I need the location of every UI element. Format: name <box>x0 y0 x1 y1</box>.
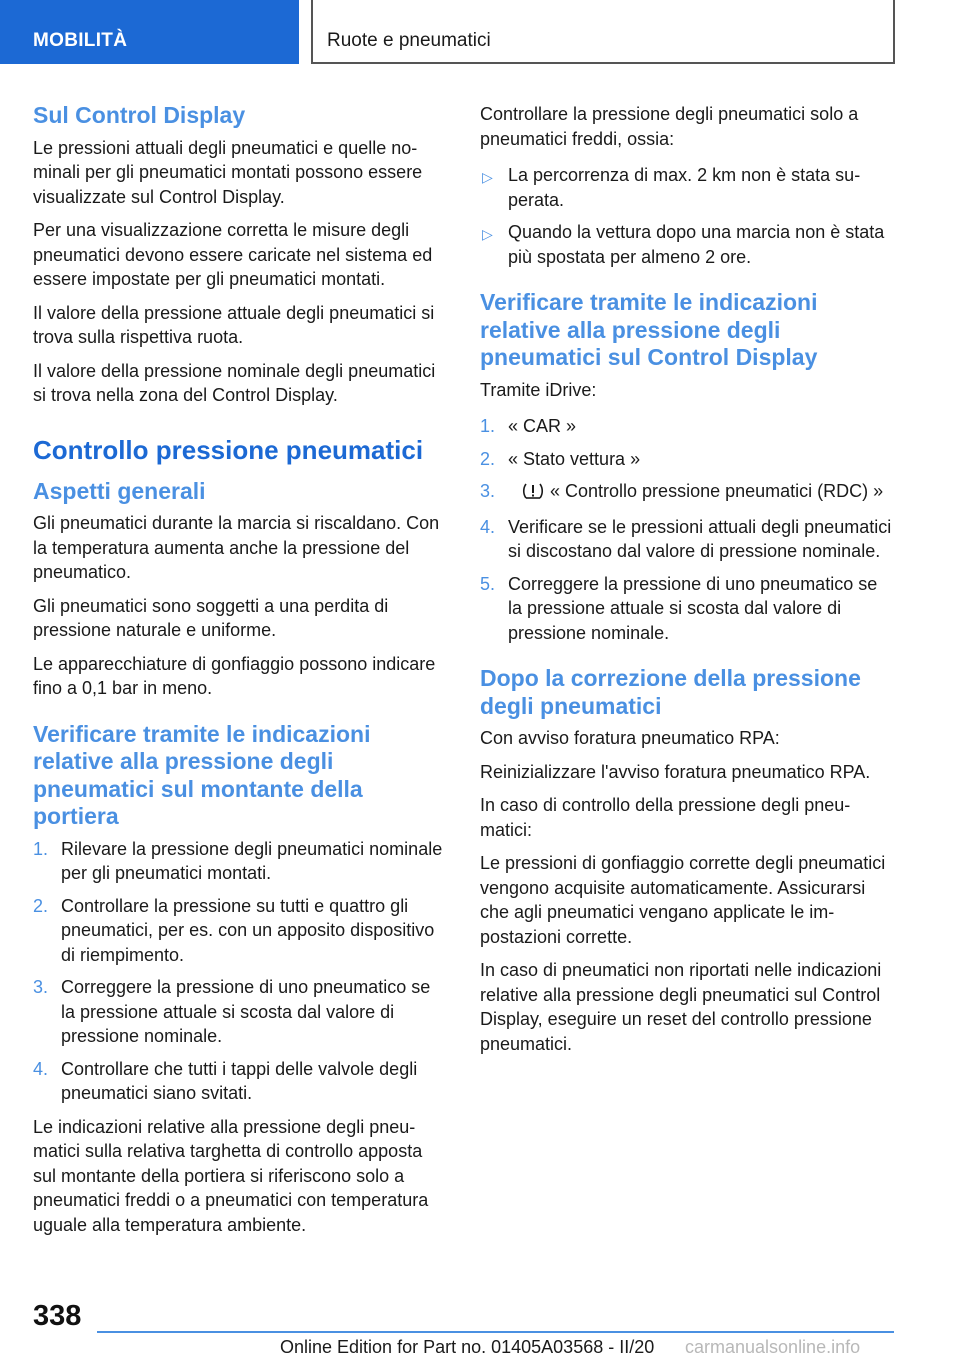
step-text: « Stato vettura » <box>508 448 641 469</box>
list-item <box>480 479 896 507</box>
paragraph: Il valore della pressione attuale degli pneumatici si trova sulla rispettiva ruota. <box>33 302 435 347</box>
step-text: Correggere la pressione di uno pneumatico se la pressione attuale si scosta dal valore di pressione nominale. <box>508 573 878 643</box>
paragraph: Il valore della pressione nominale degli pneumatici si trova nella zona del Control Display. <box>33 360 436 405</box>
numbered-steps <box>33 837 445 1106</box>
step-text: Controllare la pressione su tutti e quattro gli pneumatici, per es. con un apposito dispositivo di riempimento. <box>61 895 435 965</box>
list-item <box>480 572 896 646</box>
step-text: Verificare se le pressioni attuali degli pneumatici si discostano dal valore di pressione nominale. <box>508 516 892 561</box>
paragraph: Tramite iDrive: <box>480 379 597 400</box>
paragraph: Per una visualizzazione corretta le misure degli pneumatici devono essere caricate nel sistema ed essere impostate per gli pneumatici montati. <box>33 220 433 289</box>
list-item <box>33 894 445 968</box>
heading-control-display: Sul Control Display <box>33 102 246 128</box>
list-item <box>480 414 896 439</box>
bullet-list <box>480 163 896 269</box>
step-text: « Controllo pressione pneumatici (RDC) » <box>550 481 884 501</box>
step-text: Correggere la pressione di uno pneumatico se la pressione attuale si scosta dal valore di pressione nominale. <box>61 977 431 1046</box>
step-text: Rilevare la pressione degli pneumatici nominale per gli pneumatici montati. <box>61 838 443 883</box>
paragraph: In caso di controllo della pressione degli pneumatici: <box>480 795 851 840</box>
heading-control-display-check: Verificare tramite le indicazioni relative alla pressione degli pneumatici sul Control Display <box>480 289 818 370</box>
list-item <box>480 220 896 269</box>
edition-note: Online Edition for Part no. 01405A03568 - II/20 <box>280 1337 655 1357</box>
paragraph: Reinizializzare l'avviso foratura pneumatico RPA. <box>480 761 871 782</box>
paragraph: Gli pneumatici durante la marcia si riscaldano. Con la temperatura aumenta anche la pressione del pneumatico. <box>33 513 440 582</box>
step-number: 1. <box>33 838 49 859</box>
list-item <box>480 515 896 564</box>
heading-general-aspects: Aspetti generali <box>33 477 206 504</box>
paragraph: Le pressioni attuali degli pneumatici e quelle nominali per gli pneumatici montati possono essere visualizzate sul Control Display. <box>33 137 423 207</box>
step-text: Controllare che tutti i tappi delle valvole degli pneumatici siano svitati. <box>61 1058 418 1103</box>
step-number: 2. <box>33 895 49 916</box>
heading-after-correction: Dopo la correzione della pressione degli pneumatici <box>480 665 861 719</box>
watermark: carmanualsonline.info <box>685 1337 861 1357</box>
paragraph: Le apparecchiature di gonfiaggio possono indicare fino a 0,1 bar in meno. <box>33 653 436 698</box>
triangle-bullet-icon: ▷ <box>482 169 493 185</box>
heading-door-pillar: Verificare tramite le indicazioni relative alla pressione degli pneumatici sul montante della portiera <box>33 720 371 829</box>
step-text: « CAR » <box>508 416 577 436</box>
paragraph: Con avviso foratura pneumatico RPA: <box>480 728 780 748</box>
list-item <box>33 837 445 886</box>
bullet-text: Quando la vettura dopo una marcia non è stata più spostata per almeno 2 ore. <box>508 222 885 267</box>
list-item <box>480 447 896 472</box>
step-number: 3. <box>33 977 49 997</box>
page-number: 338 <box>33 1300 82 1332</box>
step-number: 3. <box>480 481 496 501</box>
step-number: 1. <box>480 416 496 436</box>
main-section-title: Controllo pressione pneumatici <box>33 434 424 465</box>
footer-divider <box>97 1331 894 1333</box>
step-number: 2. <box>480 448 496 469</box>
list-item <box>480 163 896 212</box>
paragraph: In caso di pneumatici non riportati nelle indicazioni relative alla pressione degli pneumatici sul Control Display, eseguire un reset del controllo pressione pneumatici. <box>480 960 882 1054</box>
list-item <box>33 975 445 1049</box>
paragraph: Gli pneumatici sono soggetti a una perdita di pressione naturale e uniforme. <box>33 595 389 640</box>
bullet-text: La percorrenza di max. 2 km non è stata superata. <box>508 165 861 210</box>
right-column <box>480 102 896 1065</box>
section-tab: MOBILITÀ <box>0 0 299 64</box>
paragraph: Le pressioni di gonfiaggio corrette degli pneumatici vengono acquisite automaticamente. Assicurarsi che agli pneumatici vengano applicate le impostazioni corrette. <box>480 853 886 947</box>
step-number: 5. <box>480 573 496 594</box>
page-header <box>0 0 960 66</box>
paragraph: Controllare la pressione degli pneumatici solo a pneumatici freddi, ossia: <box>480 104 859 149</box>
chapter-title: Ruote e pneumatici <box>311 0 895 64</box>
paragraph: Le indicazioni relative alla pressione degli pneumatici sulla relativa targhetta di controllo apposta sul montante della portiera si riferiscono solo a pneumatici freddi o a pneumatici con temperatura uguale alla temperatura ambiente. <box>33 1116 429 1235</box>
list-item <box>33 1057 445 1106</box>
tire-pressure-warning-icon <box>522 482 544 507</box>
step-number: 4. <box>33 1058 49 1079</box>
numbered-steps <box>480 414 896 645</box>
left-column <box>33 102 445 1246</box>
triangle-bullet-icon: ▷ <box>482 226 493 242</box>
step-number: 4. <box>480 516 496 537</box>
